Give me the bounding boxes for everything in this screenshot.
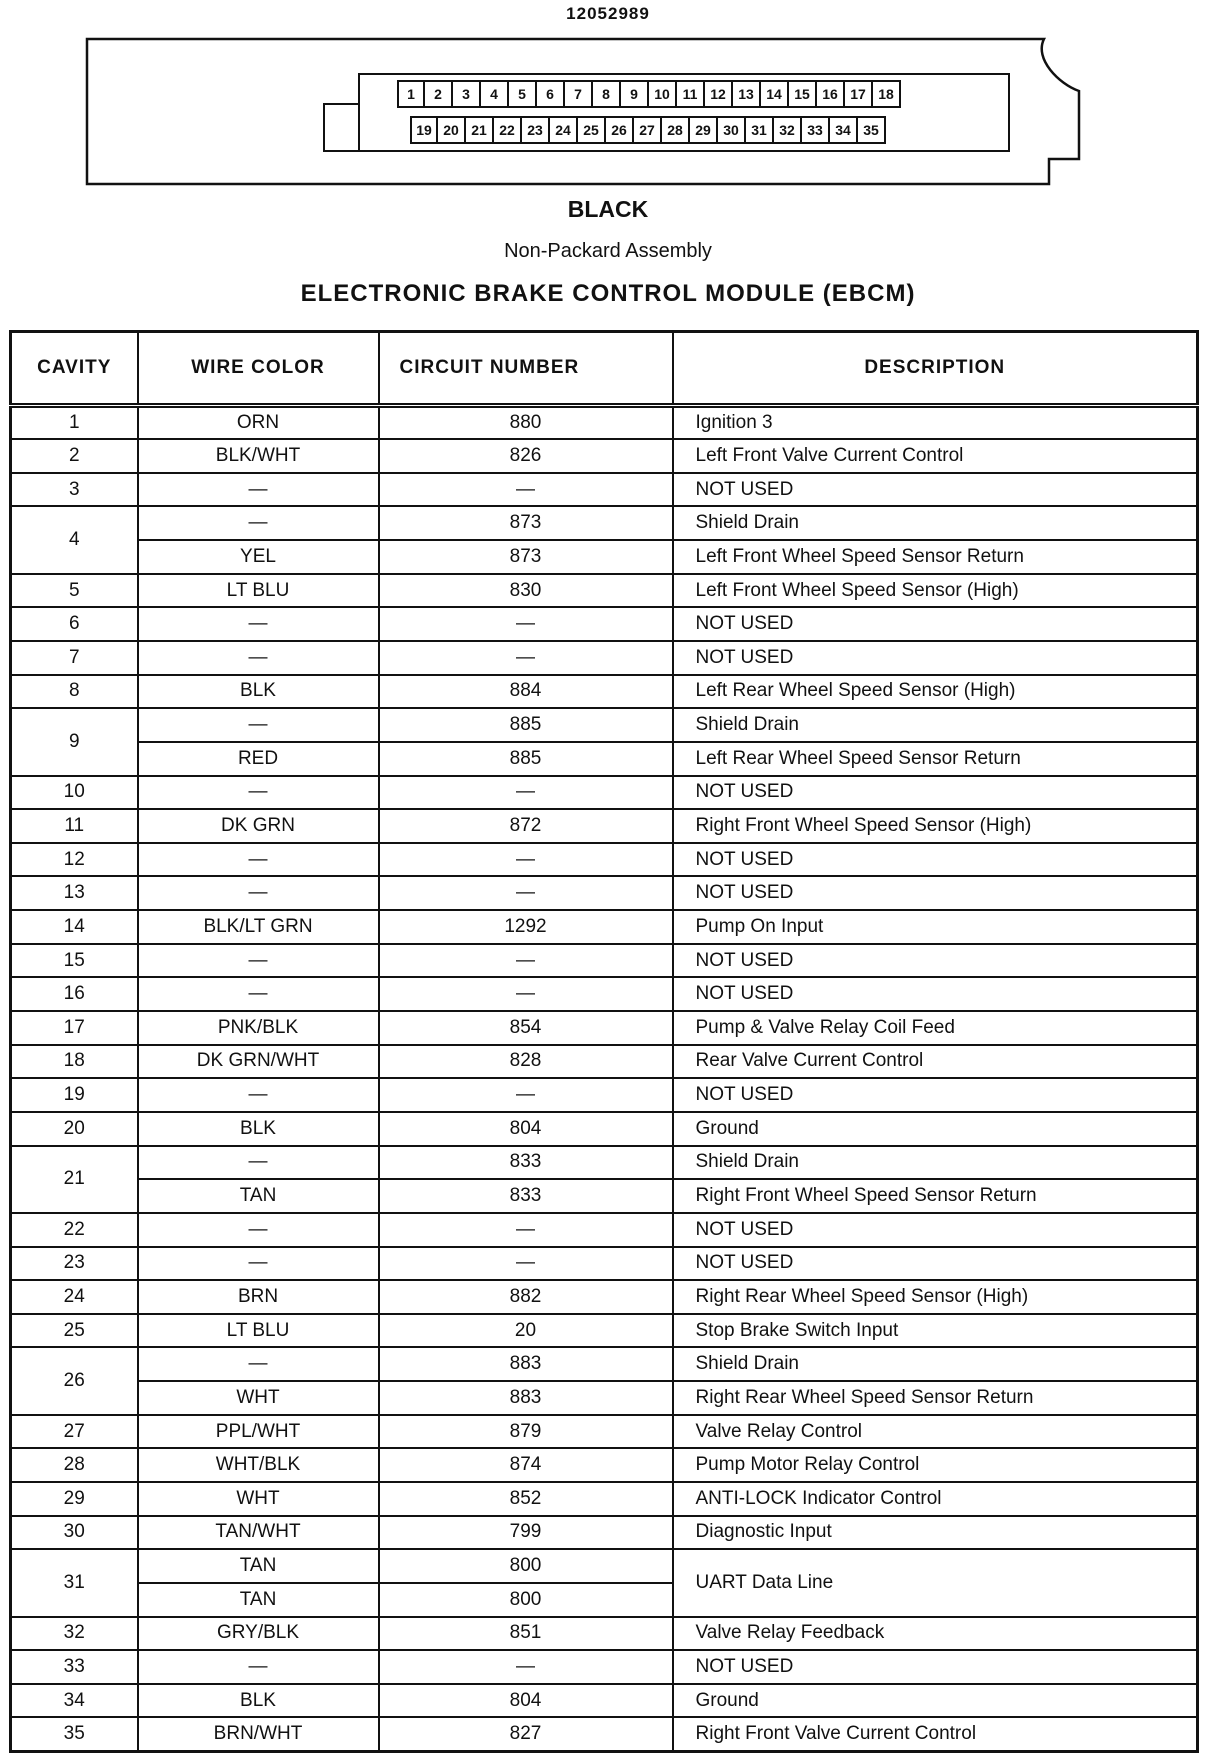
cavity-cell: 15 — [11, 944, 138, 978]
wire-color-cell: BLK/LT GRN — [138, 910, 379, 944]
connector-pin: 1 — [397, 80, 425, 108]
wire-color-cell: BLK/WHT — [138, 439, 379, 473]
cavity-cell: 12 — [11, 843, 138, 877]
circuit-number-cell: 828 — [379, 1045, 673, 1079]
circuit-number-cell: 833 — [379, 1146, 673, 1180]
wire-color-cell: — — [138, 1650, 379, 1684]
description-cell: Pump On Input — [673, 910, 1198, 944]
connector-pin: 9 — [621, 80, 649, 108]
connector-outline — [84, 34, 1084, 194]
table-row — [11, 708, 1198, 742]
description-cell: NOT USED — [673, 1078, 1198, 1112]
connector-pin: 2 — [425, 80, 453, 108]
cavity-cell: 4 — [11, 506, 138, 573]
connector-pin: 22 — [494, 116, 522, 144]
description-cell: NOT USED — [673, 876, 1198, 910]
circuit-number-cell: 20 — [379, 1314, 673, 1348]
part-number: 12052989 — [566, 4, 650, 23]
table-row — [11, 1045, 1198, 1079]
wire-color-cell: TAN — [138, 1549, 379, 1583]
wire-color-cell: BLK — [138, 1684, 379, 1718]
wire-color-cell: — — [138, 1213, 379, 1247]
circuit-number-cell: 879 — [379, 1415, 673, 1449]
cavity-cell: 27 — [11, 1415, 138, 1449]
description-cell: Ground — [673, 1684, 1198, 1718]
wire-color-cell: LT BLU — [138, 574, 379, 608]
circuit-number-cell: 880 — [379, 406, 673, 440]
connector-pin: 23 — [522, 116, 550, 144]
table-row — [11, 439, 1198, 473]
connector-pin: 16 — [817, 80, 845, 108]
table-row — [11, 944, 1198, 978]
description-cell: Pump & Valve Relay Coil Feed — [673, 1011, 1198, 1045]
table-row — [11, 574, 1198, 608]
table-row — [11, 406, 1198, 440]
connector-color: BLACK — [567, 196, 649, 222]
cavity-cell: 32 — [11, 1617, 138, 1651]
table-row — [11, 1617, 1198, 1651]
cavity-cell: 9 — [11, 708, 138, 775]
wire-color-cell: ORN — [138, 406, 379, 440]
connector-pin: 24 — [550, 116, 578, 144]
cavity-cell: 1 — [11, 406, 138, 440]
circuit-number-cell: 873 — [379, 506, 673, 540]
wire-color-cell: GRY/BLK — [138, 1617, 379, 1651]
wire-color-cell: — — [138, 506, 379, 540]
table-row — [11, 1415, 1198, 1449]
circuit-number-cell: 883 — [379, 1347, 673, 1381]
cavity-cell: 19 — [11, 1078, 138, 1112]
circuit-number-cell: — — [379, 641, 673, 675]
cavity-cell: 6 — [11, 607, 138, 641]
cavity-cell: 30 — [11, 1516, 138, 1550]
pin-row-top — [397, 80, 901, 108]
table-row — [11, 540, 1198, 574]
connector-pin: 18 — [873, 80, 901, 108]
cavity-cell: 28 — [11, 1448, 138, 1482]
connector-pin: 30 — [718, 116, 746, 144]
description-cell: Right Front Valve Current Control — [673, 1717, 1198, 1751]
description-cell: Valve Relay Feedback — [673, 1617, 1198, 1651]
wire-color-cell: — — [138, 843, 379, 877]
cavity-cell: 14 — [11, 910, 138, 944]
circuit-number-cell: 882 — [379, 1280, 673, 1314]
circuit-number-cell: — — [379, 1247, 673, 1281]
cavity-cell: 33 — [11, 1650, 138, 1684]
circuit-number-cell: 826 — [379, 439, 673, 473]
wire-color-cell: DK GRN — [138, 809, 379, 843]
circuit-number-cell: — — [379, 1078, 673, 1112]
table-row — [11, 876, 1198, 910]
cavity-cell: 16 — [11, 977, 138, 1011]
wire-color-cell: LT BLU — [138, 1314, 379, 1348]
wire-color-cell: WHT — [138, 1381, 379, 1415]
header-description: DESCRIPTION — [673, 332, 1198, 406]
circuit-number-cell: 852 — [379, 1482, 673, 1516]
table-row — [11, 1314, 1198, 1348]
cavity-cell: 20 — [11, 1112, 138, 1146]
cavity-cell: 18 — [11, 1045, 138, 1079]
table-row — [11, 809, 1198, 843]
description-cell: Right Rear Wheel Speed Sensor Return — [673, 1381, 1198, 1415]
circuit-number-cell: — — [379, 843, 673, 877]
wire-color-cell: BLK — [138, 675, 379, 709]
table-row — [11, 641, 1198, 675]
wire-color-cell: — — [138, 1347, 379, 1381]
table-row — [11, 843, 1198, 877]
description-cell: NOT USED — [673, 473, 1198, 507]
circuit-number-cell: — — [379, 473, 673, 507]
wire-color-cell: YEL — [138, 540, 379, 574]
table-row — [11, 977, 1198, 1011]
description-cell: Diagnostic Input — [673, 1516, 1198, 1550]
cavity-cell: 21 — [11, 1146, 138, 1213]
description-cell: NOT USED — [673, 776, 1198, 810]
connector-pin: 32 — [774, 116, 802, 144]
cavity-cell: 11 — [11, 809, 138, 843]
wire-color-cell: — — [138, 607, 379, 641]
description-cell: Shield Drain — [673, 506, 1198, 540]
table-row — [11, 1280, 1198, 1314]
circuit-number-cell: — — [379, 607, 673, 641]
description-cell: Left Front Wheel Speed Sensor Return — [673, 540, 1198, 574]
table-row — [11, 1482, 1198, 1516]
wire-color-cell: WHT/BLK — [138, 1448, 379, 1482]
description-cell: NOT USED — [673, 1213, 1198, 1247]
circuit-number-cell: 874 — [379, 1448, 673, 1482]
circuit-number-cell: 885 — [379, 708, 673, 742]
cavity-cell: 34 — [11, 1684, 138, 1718]
table-row — [11, 910, 1198, 944]
description-cell: Shield Drain — [673, 1146, 1198, 1180]
description-cell: Shield Drain — [673, 1347, 1198, 1381]
description-cell: Valve Relay Control — [673, 1415, 1198, 1449]
connector-pin: 12 — [705, 80, 733, 108]
header-wire-color: WIRE COLOR — [138, 332, 379, 406]
connector-pin: 26 — [606, 116, 634, 144]
cavity-cell: 31 — [11, 1549, 138, 1616]
description-cell: Ignition 3 — [673, 406, 1198, 440]
circuit-number-cell: 851 — [379, 1617, 673, 1651]
description-cell: Left Front Valve Current Control — [673, 439, 1198, 473]
table-row — [11, 506, 1198, 540]
connector-pin: 7 — [565, 80, 593, 108]
circuit-number-cell: 833 — [379, 1179, 673, 1213]
wire-color-cell: TAN/WHT — [138, 1516, 379, 1550]
circuit-number-cell: 799 — [379, 1516, 673, 1550]
description-cell: NOT USED — [673, 607, 1198, 641]
wire-color-cell: — — [138, 944, 379, 978]
circuit-number-cell: — — [379, 1213, 673, 1247]
description-cell: Pump Motor Relay Control — [673, 1448, 1198, 1482]
cavity-cell: 2 — [11, 439, 138, 473]
wire-color-cell: — — [138, 708, 379, 742]
connector-pin: 35 — [858, 116, 886, 144]
wire-color-cell: — — [138, 473, 379, 507]
wire-color-cell: — — [138, 977, 379, 1011]
cavity-cell: 17 — [11, 1011, 138, 1045]
wire-color-cell: PPL/WHT — [138, 1415, 379, 1449]
wire-color-cell: TAN — [138, 1179, 379, 1213]
table-row — [11, 1213, 1198, 1247]
description-cell: NOT USED — [673, 1247, 1198, 1281]
table-row — [11, 1179, 1198, 1213]
description-cell: Right Rear Wheel Speed Sensor (High) — [673, 1280, 1198, 1314]
pinout-table — [9, 330, 1199, 1753]
module-title: ELECTRONIC BRAKE CONTROL MODULE (EBCM) — [300, 280, 916, 307]
description-cell: Stop Brake Switch Input — [673, 1314, 1198, 1348]
pinout-body — [11, 406, 1198, 1752]
wire-color-cell: — — [138, 876, 379, 910]
connector-pin: 25 — [578, 116, 606, 144]
connector-pin: 27 — [634, 116, 662, 144]
wire-color-cell: PNK/BLK — [138, 1011, 379, 1045]
connector-pin: 6 — [537, 80, 565, 108]
description-cell: Rear Valve Current Control — [673, 1045, 1198, 1079]
circuit-number-cell: 885 — [379, 742, 673, 776]
circuit-number-cell: 883 — [379, 1381, 673, 1415]
table-row — [11, 1112, 1198, 1146]
description-cell: Right Front Wheel Speed Sensor (High) — [673, 809, 1198, 843]
wire-color-cell: — — [138, 1247, 379, 1281]
header-cavity: CAVITY — [11, 332, 138, 406]
description-cell: Right Front Wheel Speed Sensor Return — [673, 1179, 1198, 1213]
cavity-cell: 29 — [11, 1482, 138, 1516]
connector-pin: 29 — [690, 116, 718, 144]
connector-pin: 15 — [789, 80, 817, 108]
circuit-number-cell: 1292 — [379, 910, 673, 944]
table-row — [11, 1011, 1198, 1045]
description-cell: NOT USED — [673, 843, 1198, 877]
wire-color-cell: — — [138, 1146, 379, 1180]
wire-color-cell: TAN — [138, 1583, 379, 1617]
connector-pin: 21 — [466, 116, 494, 144]
circuit-number-cell: 800 — [379, 1549, 673, 1583]
connector-pin: 11 — [677, 80, 705, 108]
description-cell: NOT USED — [673, 977, 1198, 1011]
cavity-cell: 22 — [11, 1213, 138, 1247]
cavity-cell: 35 — [11, 1717, 138, 1751]
description-cell: NOT USED — [673, 944, 1198, 978]
connector-pin: 33 — [802, 116, 830, 144]
table-row — [11, 1247, 1198, 1281]
description-cell: Left Front Wheel Speed Sensor (High) — [673, 574, 1198, 608]
circuit-number-cell: 873 — [379, 540, 673, 574]
circuit-number-cell: 830 — [379, 574, 673, 608]
table-row — [11, 675, 1198, 709]
table-row — [11, 1650, 1198, 1684]
circuit-number-cell: — — [379, 977, 673, 1011]
wire-color-cell: BRN/WHT — [138, 1717, 379, 1751]
connector-pin: 13 — [733, 80, 761, 108]
description-cell: UART Data Line — [673, 1549, 1198, 1616]
cavity-cell: 26 — [11, 1347, 138, 1414]
table-row — [11, 1717, 1198, 1751]
circuit-number-cell: 884 — [379, 675, 673, 709]
cavity-cell: 23 — [11, 1247, 138, 1281]
pin-row-bottom — [410, 116, 886, 144]
connector-pin: 31 — [746, 116, 774, 144]
circuit-number-cell: — — [379, 1650, 673, 1684]
circuit-number-cell: 827 — [379, 1717, 673, 1751]
connector-pin: 4 — [481, 80, 509, 108]
wire-color-cell: RED — [138, 742, 379, 776]
wire-color-cell: BRN — [138, 1280, 379, 1314]
table-row — [11, 1549, 1198, 1583]
table-header-row — [11, 332, 1198, 406]
connector-pin: 34 — [830, 116, 858, 144]
connector-pin: 28 — [662, 116, 690, 144]
connector-pin: 3 — [453, 80, 481, 108]
cavity-cell: 7 — [11, 641, 138, 675]
description-cell: NOT USED — [673, 641, 1198, 675]
cavity-cell: 5 — [11, 574, 138, 608]
connector-pin: 14 — [761, 80, 789, 108]
circuit-number-cell: — — [379, 776, 673, 810]
description-cell: Shield Drain — [673, 708, 1198, 742]
connector-pin: 19 — [410, 116, 438, 144]
cavity-cell: 10 — [11, 776, 138, 810]
circuit-number-cell: 854 — [379, 1011, 673, 1045]
table-row — [11, 1347, 1198, 1381]
circuit-number-cell: 804 — [379, 1112, 673, 1146]
table-row — [11, 1516, 1198, 1550]
header-circuit-number: CIRCUIT NUMBER — [379, 332, 673, 406]
wire-color-cell: DK GRN/WHT — [138, 1045, 379, 1079]
cavity-cell: 24 — [11, 1280, 138, 1314]
connector-pin: 10 — [649, 80, 677, 108]
circuit-number-cell: — — [379, 944, 673, 978]
table-row — [11, 1381, 1198, 1415]
cavity-cell: 13 — [11, 876, 138, 910]
table-row — [11, 1448, 1198, 1482]
table-row — [11, 607, 1198, 641]
circuit-number-cell: 800 — [379, 1583, 673, 1617]
wire-color-cell: — — [138, 776, 379, 810]
connector-pin: 20 — [438, 116, 466, 144]
table-row — [11, 473, 1198, 507]
table-row — [11, 776, 1198, 810]
connector-diagram — [84, 34, 1084, 194]
table-row — [11, 1078, 1198, 1112]
wire-color-cell: — — [138, 641, 379, 675]
assembly-label: Non-Packard Assembly — [504, 240, 712, 262]
cavity-cell: 25 — [11, 1314, 138, 1348]
circuit-number-cell: 804 — [379, 1684, 673, 1718]
wire-color-cell: BLK — [138, 1112, 379, 1146]
circuit-number-cell: — — [379, 876, 673, 910]
description-cell: NOT USED — [673, 1650, 1198, 1684]
table-row — [11, 742, 1198, 776]
circuit-number-cell: 872 — [379, 809, 673, 843]
description-cell: Ground — [673, 1112, 1198, 1146]
wire-color-cell: — — [138, 1078, 379, 1112]
description-cell: ANTI-LOCK Indicator Control — [673, 1482, 1198, 1516]
connector-pin: 17 — [845, 80, 873, 108]
description-cell: Left Rear Wheel Speed Sensor (High) — [673, 675, 1198, 709]
cavity-cell: 3 — [11, 473, 138, 507]
connector-pin: 5 — [509, 80, 537, 108]
description-cell: Left Rear Wheel Speed Sensor Return — [673, 742, 1198, 776]
table-row — [11, 1684, 1198, 1718]
connector-pin: 8 — [593, 80, 621, 108]
table-row — [11, 1146, 1198, 1180]
wire-color-cell: WHT — [138, 1482, 379, 1516]
cavity-cell: 8 — [11, 675, 138, 709]
